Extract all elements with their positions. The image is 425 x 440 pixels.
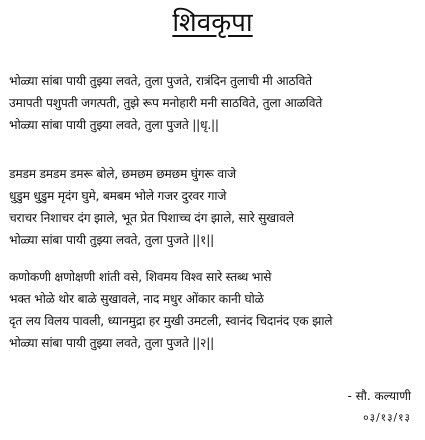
- author-signature: - सौ. कल्याणी: [347, 389, 411, 403]
- signature-block: [347, 385, 411, 429]
- poem-line: दृत लय विलय पावली, ध्यानमुद्रा हर मुखी उमटली, स्वानंद चिदानंद एक झाले: [9, 314, 333, 328]
- poem-line: डमडम डमडम डमरू बोले, छमछम छमछम घुंगरू वाजे: [9, 167, 236, 181]
- stanza-3: [9, 266, 423, 354]
- poem-line: उमापती पशुपती जगत्पती, तुझे रूप मनोहारी मनी साठविते, तुला आळविते: [9, 96, 323, 110]
- poem-line: भक्त भोळे थोर बाळे सुखावले, नाद मधुर ओंकार कानी घोळे: [9, 292, 264, 306]
- poem-title-text: शिवकृपा: [172, 8, 253, 38]
- stanza-2: [9, 163, 423, 251]
- poem-line: भोळ्या सांबा पायी तुझ्या लवते, तुला पुजते ||धृ.||: [9, 118, 219, 132]
- poem-line: कणोकणी क्षणोक्षणी शांती वसे, शिवमय विश्व सारे स्तब्ध भासे: [9, 270, 272, 284]
- signature-date: ०३/१३/१३: [363, 412, 411, 424]
- poem-line: भोळ्या सांबा पायी तुझ्या लवते, तुला पुजते ||१||: [9, 233, 215, 247]
- poem-line: चराचर निशाचर दंग झाले, भूत प्रेत पिशाच्च दंग झाले, सारे सुखावले: [9, 211, 294, 225]
- poem-title: [0, 8, 425, 38]
- poem-line: भोळ्या सांबा पायी तुझ्या लवते, तुला पुजते ||२||: [9, 336, 215, 350]
- stanza-1: [9, 70, 423, 136]
- poem-line: भोळ्या सांबा पायी तुझ्या लवते, तुला पुजते, रात्रंदिन तुलाची मी आठविते: [9, 74, 312, 88]
- poem-line: धुडुम धुडुम मृदंग घुमे, बमबम भोले गजर दुरवर गाजे: [9, 189, 227, 203]
